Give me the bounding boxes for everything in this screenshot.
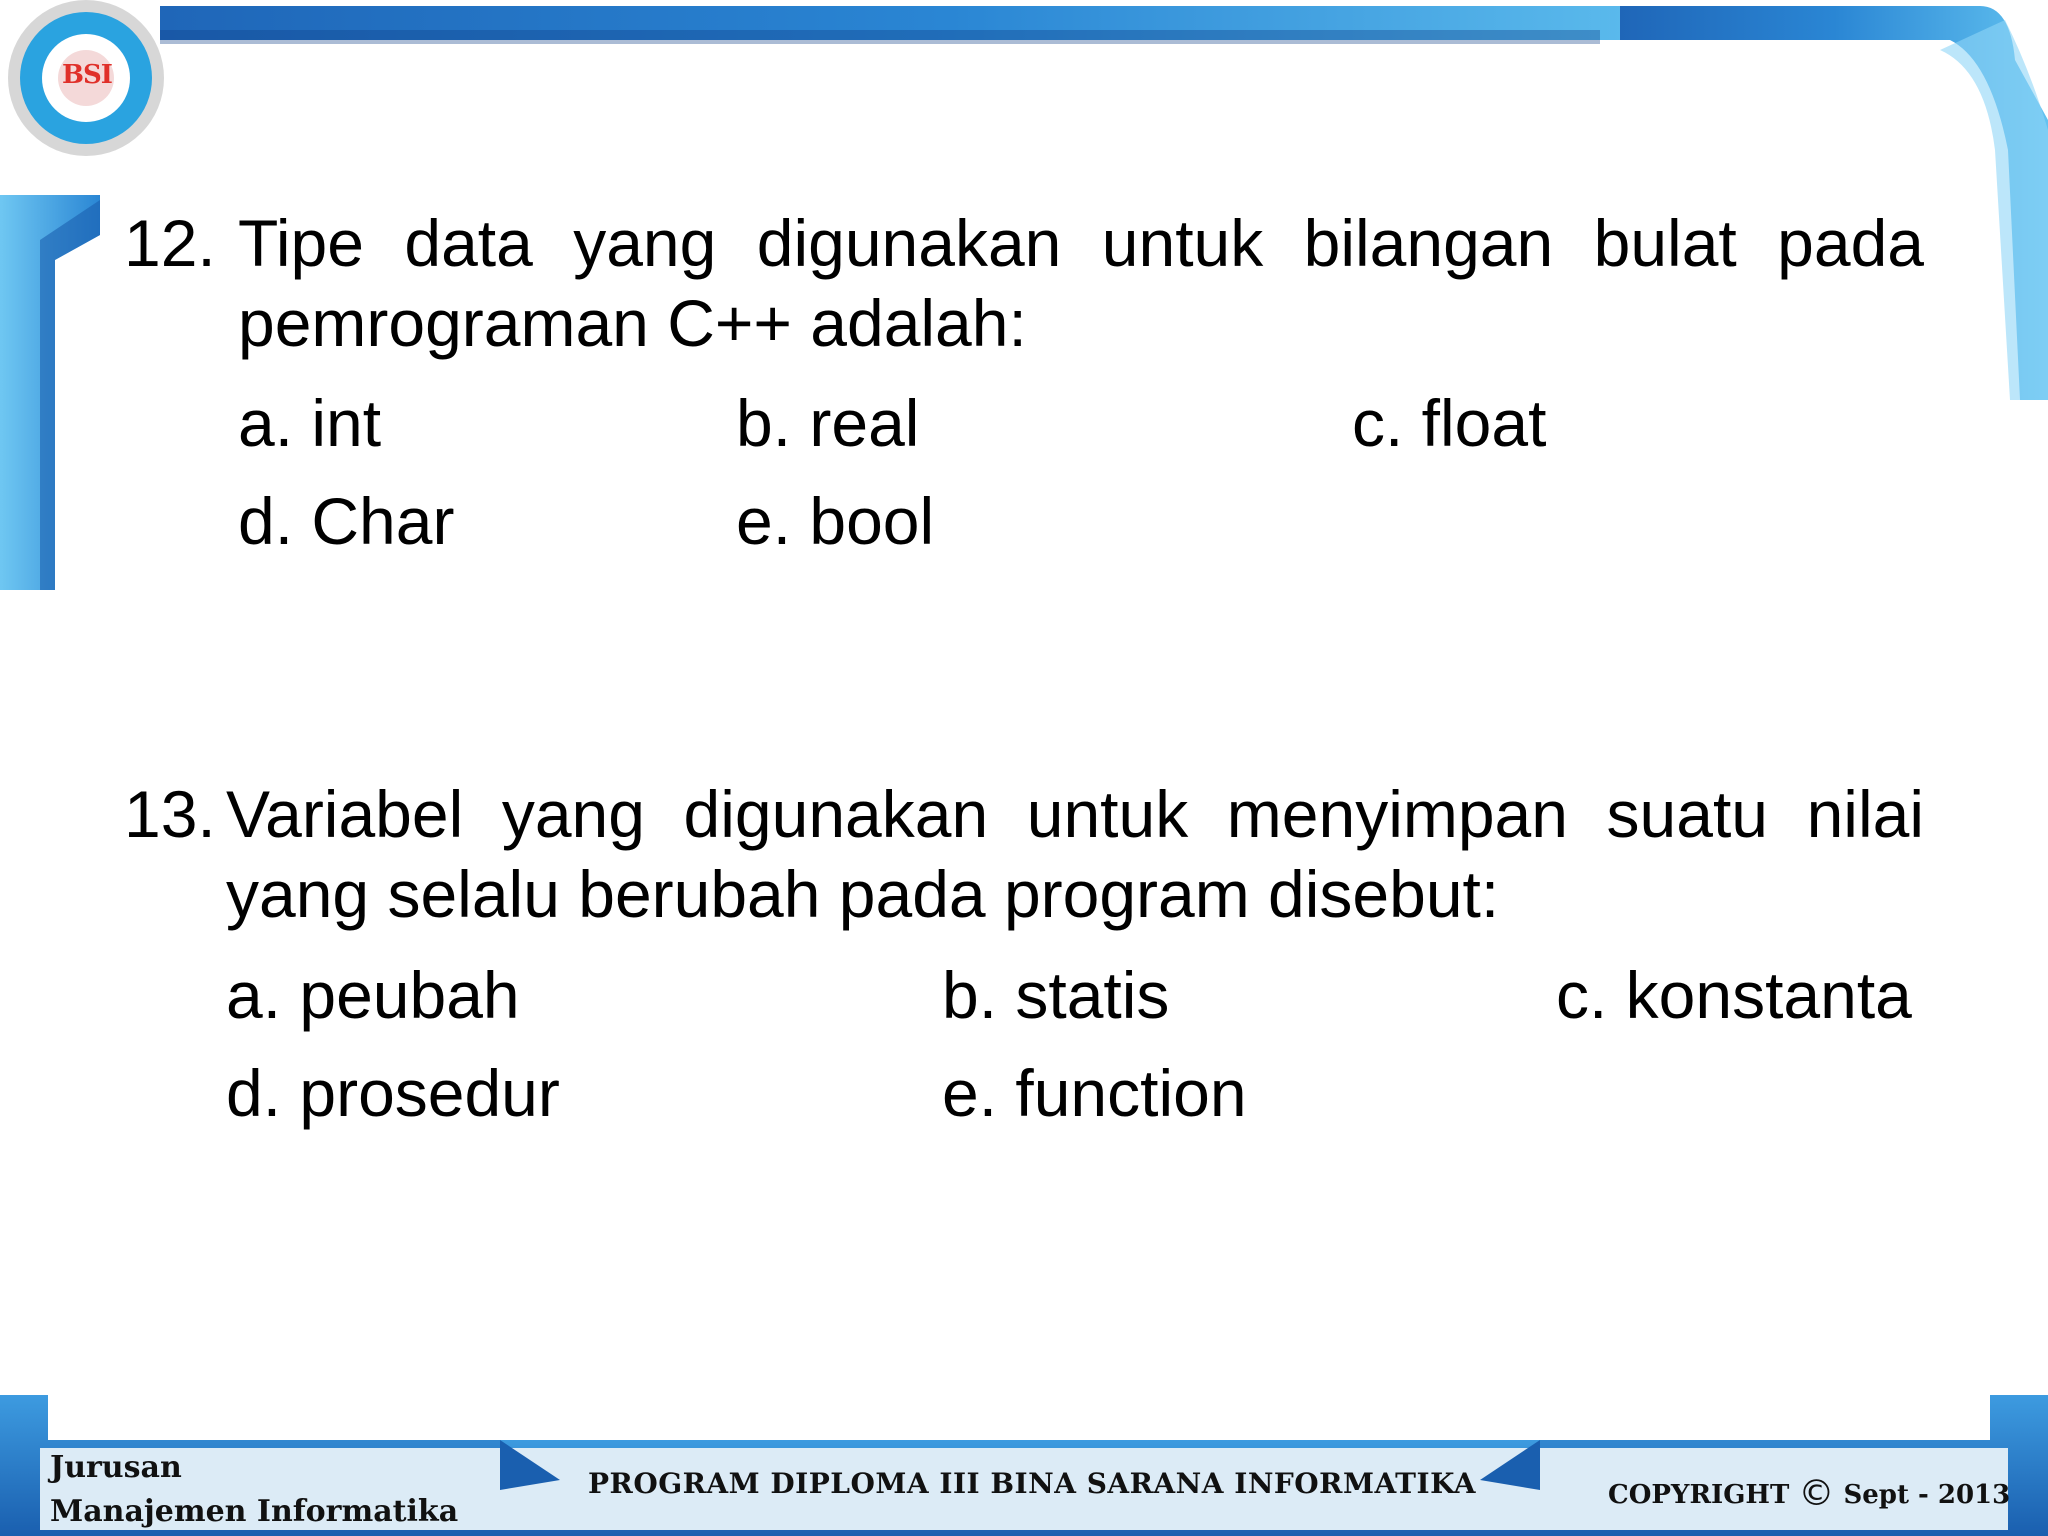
copyright-date: Sept - 2013 (1843, 1480, 2011, 1510)
option-c[interactable]: c. float (1352, 386, 1547, 460)
copyright-label: COPYRIGHT (1608, 1480, 1790, 1510)
footer-department (50, 1446, 458, 1534)
option-e[interactable]: e. function (942, 1056, 1247, 1130)
logo-lettering: BSI (62, 60, 112, 90)
footer-copyright (1608, 1473, 2011, 1514)
option-b[interactable]: b. real (736, 386, 920, 460)
option-d[interactable]: d. prosedur (226, 1056, 560, 1130)
question-12 (0, 203, 2048, 363)
footer-department-line1: Jurusan (50, 1450, 182, 1485)
option-d[interactable]: d. Char (238, 484, 455, 558)
option-a[interactable]: a. int (238, 386, 382, 460)
option-a[interactable]: a. peubah (226, 958, 520, 1032)
question-number: 13. (124, 777, 216, 851)
option-b[interactable]: b. statis (942, 958, 1170, 1032)
question-text: Variabel yang digunakan untuk menyimpan suatu nilai yang selalu berubah pada program disebut: (226, 777, 1924, 931)
question-text: Tipe data yang digunakan untuk bilangan bulat pada pemrograman C++ adalah: (238, 206, 1924, 360)
footer-department-line2: Manajemen Informatika (50, 1494, 459, 1529)
option-c[interactable]: c. konstanta (1556, 958, 1912, 1032)
copyright-icon: © (1798, 1473, 1835, 1514)
option-e[interactable]: e. bool (736, 484, 935, 558)
question-13 (0, 774, 2048, 934)
footer-program: PROGRAM DIPLOMA III BINA SARANA INFORMATIKA (588, 1467, 1476, 1500)
question-number: 12. (124, 206, 216, 280)
